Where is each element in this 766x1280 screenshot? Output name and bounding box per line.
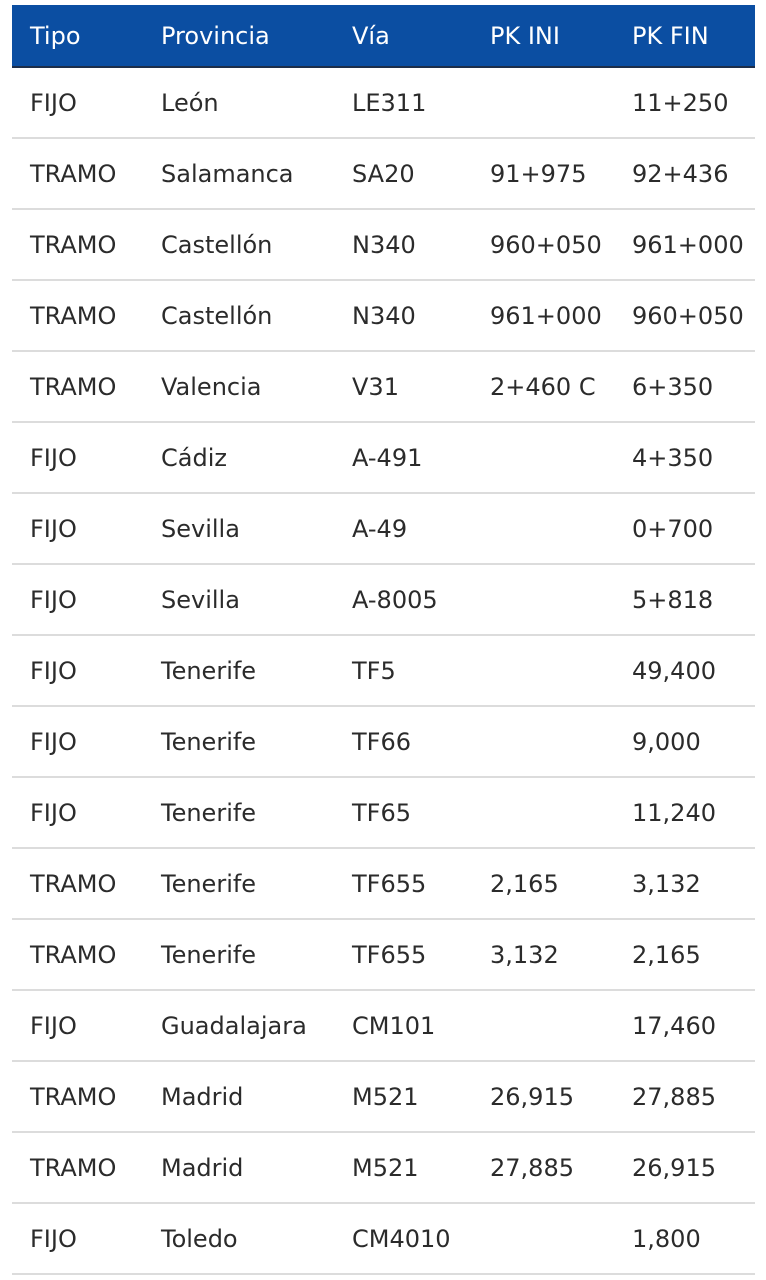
cell-provincia: Tenerife [143,777,334,848]
cell-provincia: Cádiz [143,422,334,493]
table-row [12,138,755,209]
table-header [12,5,755,67]
cell-pk-fin: 26,915 [614,1132,755,1203]
cell-pk-fin: 3,132 [614,848,755,919]
table-row [12,1203,755,1274]
cell-via: TF655 [334,848,472,919]
cell-via: SA20 [334,138,472,209]
cell-provincia: Salamanca [143,138,334,209]
cell-provincia: Valencia [143,351,334,422]
cell-provincia: Tenerife [143,919,334,990]
cell-pk-ini: 91+975 [472,138,614,209]
cell-tipo: FIJO [12,1203,143,1274]
cell-pk-ini: 2+460 C [472,351,614,422]
cell-pk-ini: 26,915 [472,1061,614,1132]
cell-pk-ini [472,1203,614,1274]
cell-via: TF65 [334,777,472,848]
radar-table-container [12,5,755,1275]
cell-tipo: TRAMO [12,848,143,919]
cell-pk-fin: 961+000 [614,209,755,280]
cell-provincia: Castellón [143,280,334,351]
table-row [12,67,755,138]
cell-pk-fin: 4+350 [614,422,755,493]
cell-tipo: FIJO [12,564,143,635]
cell-pk-fin: 17,460 [614,990,755,1061]
cell-tipo: FIJO [12,635,143,706]
cell-provincia: Castellón [143,209,334,280]
header-via: Vía [334,5,472,67]
cell-pk-fin: 2,165 [614,919,755,990]
cell-pk-ini [472,777,614,848]
cell-tipo: FIJO [12,777,143,848]
table-row [12,280,755,351]
cell-via: TF655 [334,919,472,990]
cell-provincia: León [143,67,334,138]
cell-tipo: TRAMO [12,280,143,351]
table-row [12,209,755,280]
cell-via: M521 [334,1132,472,1203]
cell-pk-fin: 5+818 [614,564,755,635]
table-row [12,777,755,848]
header-pk-ini: PK INI [472,5,614,67]
cell-pk-fin: 27,885 [614,1061,755,1132]
cell-pk-fin: 0+700 [614,493,755,564]
cell-pk-ini [472,635,614,706]
cell-via: CM101 [334,990,472,1061]
cell-via: LE311 [334,67,472,138]
cell-pk-fin: 49,400 [614,635,755,706]
cell-via: A-491 [334,422,472,493]
table-body [12,67,755,1274]
header-provincia: Provincia [143,5,334,67]
cell-via: TF66 [334,706,472,777]
cell-pk-ini: 960+050 [472,209,614,280]
cell-provincia: Sevilla [143,564,334,635]
cell-pk-ini: 3,132 [472,919,614,990]
cell-provincia: Sevilla [143,493,334,564]
cell-pk-ini: 961+000 [472,280,614,351]
cell-pk-fin: 960+050 [614,280,755,351]
cell-via: V31 [334,351,472,422]
cell-tipo: TRAMO [12,138,143,209]
cell-via: A-8005 [334,564,472,635]
table-row [12,351,755,422]
cell-pk-fin: 11,240 [614,777,755,848]
table-row [12,493,755,564]
cell-via: N340 [334,209,472,280]
cell-tipo: FIJO [12,67,143,138]
header-tipo: Tipo [12,5,143,67]
table-row [12,990,755,1061]
cell-via: M521 [334,1061,472,1132]
cell-tipo: TRAMO [12,209,143,280]
header-row [12,5,755,67]
cell-tipo: FIJO [12,422,143,493]
cell-pk-fin: 6+350 [614,351,755,422]
cell-provincia: Toledo [143,1203,334,1274]
cell-via: CM4010 [334,1203,472,1274]
cell-tipo: FIJO [12,493,143,564]
cell-via: TF5 [334,635,472,706]
cell-provincia: Madrid [143,1132,334,1203]
cell-pk-ini [472,493,614,564]
table-row [12,422,755,493]
cell-pk-ini [472,990,614,1061]
cell-provincia: Madrid [143,1061,334,1132]
cell-tipo: TRAMO [12,351,143,422]
cell-pk-ini [472,422,614,493]
table-row [12,1132,755,1203]
cell-pk-fin: 92+436 [614,138,755,209]
table-row [12,706,755,777]
cell-provincia: Tenerife [143,848,334,919]
cell-tipo: TRAMO [12,1132,143,1203]
cell-pk-ini: 27,885 [472,1132,614,1203]
header-pk-fin: PK FIN [614,5,755,67]
table-row [12,564,755,635]
cell-pk-fin: 1,800 [614,1203,755,1274]
cell-pk-ini: 2,165 [472,848,614,919]
cell-pk-ini [472,706,614,777]
cell-via: N340 [334,280,472,351]
cell-tipo: FIJO [12,706,143,777]
table-row [12,848,755,919]
cell-provincia: Tenerife [143,635,334,706]
cell-pk-fin: 9,000 [614,706,755,777]
cell-tipo: TRAMO [12,1061,143,1132]
cell-provincia: Guadalajara [143,990,334,1061]
table-row [12,1061,755,1132]
cell-pk-ini [472,67,614,138]
cell-tipo: FIJO [12,990,143,1061]
cell-pk-fin: 11+250 [614,67,755,138]
cell-pk-ini [472,564,614,635]
radar-table [12,5,755,1275]
cell-provincia: Tenerife [143,706,334,777]
cell-via: A-49 [334,493,472,564]
table-row [12,919,755,990]
table-row [12,635,755,706]
cell-tipo: TRAMO [12,919,143,990]
